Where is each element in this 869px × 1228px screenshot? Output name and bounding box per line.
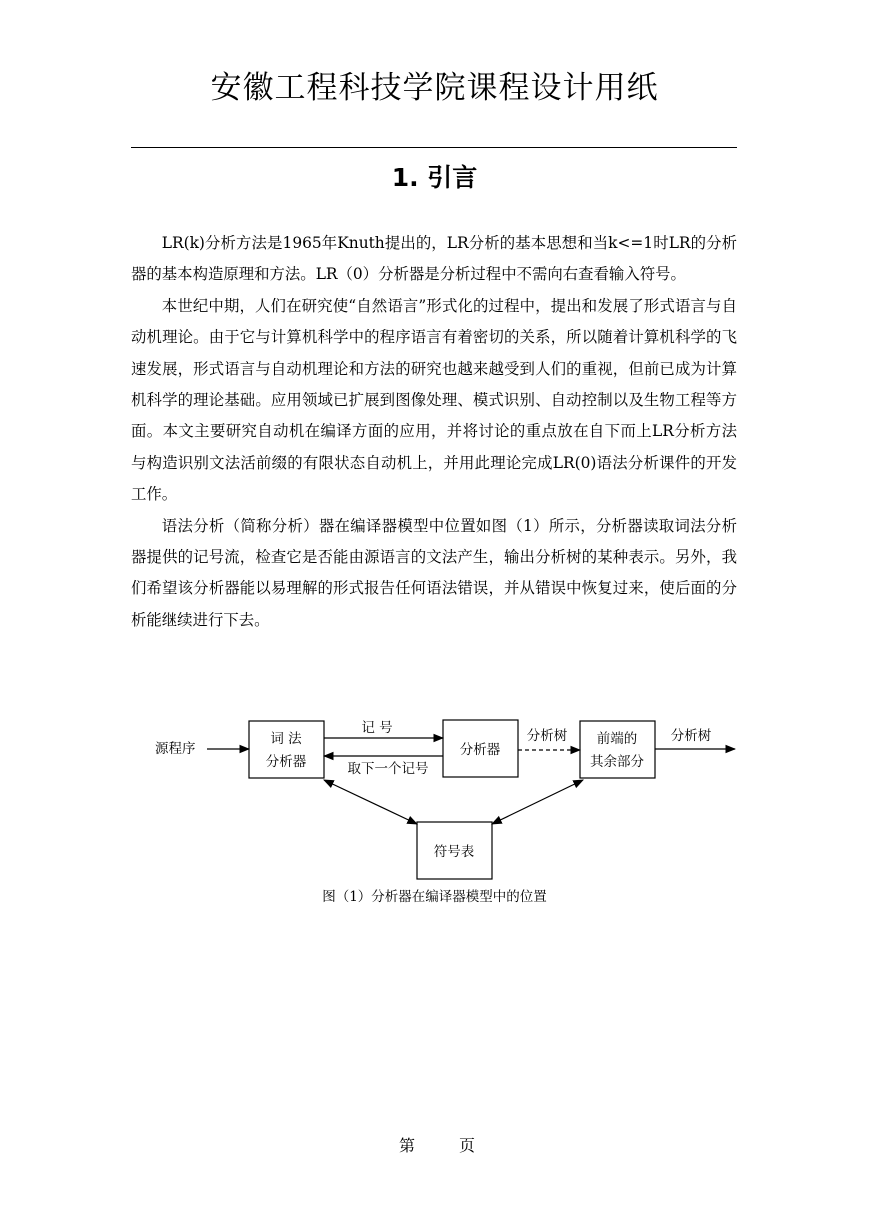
paragraph-2: 本世纪中期，人们在研究使“自然语言”形式化的过程中，提出和发展了形式语言与自动机理论。由于它与计算机科学中的程序语言有着密切的关系，所以随着计算机科学的飞速发展，形式语言与自动机理论和方法的研究也越来越受到人们的重视，但前已成为计算机科学的理论基础。应用领域已扩展到图像处理、模式识别、自动控制以及生物工程等方面。本文主要研究自动机在编译方面的应用，并将讨论的重点放在自下而上LR分析方法与构造识别文法活前缀的有限状态自动机上，并用此理论完成LR(0)语法分析课件的开发工作。 (131, 296, 737, 504)
footer-right: 页 (459, 1136, 476, 1155)
source-label: 源程序 (155, 741, 196, 757)
parser-label: 分析器 (459, 742, 501, 758)
symtab-label: 符号表 (433, 844, 475, 860)
parse-tree-label-2: 分析树 (670, 728, 712, 744)
header-rule (131, 147, 737, 148)
section-heading: 1. 引言 (391, 163, 478, 192)
lexer-symtab-arrow (324, 780, 417, 824)
next-token-label: 取下一个记号 (347, 761, 429, 777)
lexer-label-line2: 分析器 (265, 754, 307, 770)
frontend-symtab-arrow (492, 780, 583, 824)
page-header-title: 安徽工程科技学院课程设计用纸 (210, 70, 659, 106)
frontend-label-line2: 其余部分 (590, 754, 644, 770)
compiler-model-diagram (150, 712, 750, 882)
body-text (131, 228, 737, 636)
lexer-label-line1: 词 法 (270, 731, 302, 747)
figure-caption: 图（1）分析器在编译器模型中的位置 (322, 889, 547, 905)
frontend-label-line1: 前端的 (596, 731, 638, 747)
footer-left: 第 (399, 1136, 416, 1155)
paragraph-3: 语法分析（简称分析）器在编译器模型中位置如图（1）所示，分析器读取词法分析器提供的记号流，检查它是否能由源语言的文法产生，输出分析树的某种表示。另外，我们希望该分析器能以易理解的形式报告任何语法错误，并从错误中恢复过来，使后面的分析能继续进行下去。 (131, 516, 737, 629)
token-label: 记 号 (361, 720, 393, 736)
paragraph-1: LR(k)分析方法是1965年Knuth提出的，LR分析的基本思想和当k<=1时LR的分析器的基本构造原理和方法。LR（0）分析器是分析过程中不需向右查看输入符号。 (131, 234, 737, 284)
page-footer (399, 1133, 475, 1156)
parse-tree-label-1: 分析树 (526, 728, 568, 744)
